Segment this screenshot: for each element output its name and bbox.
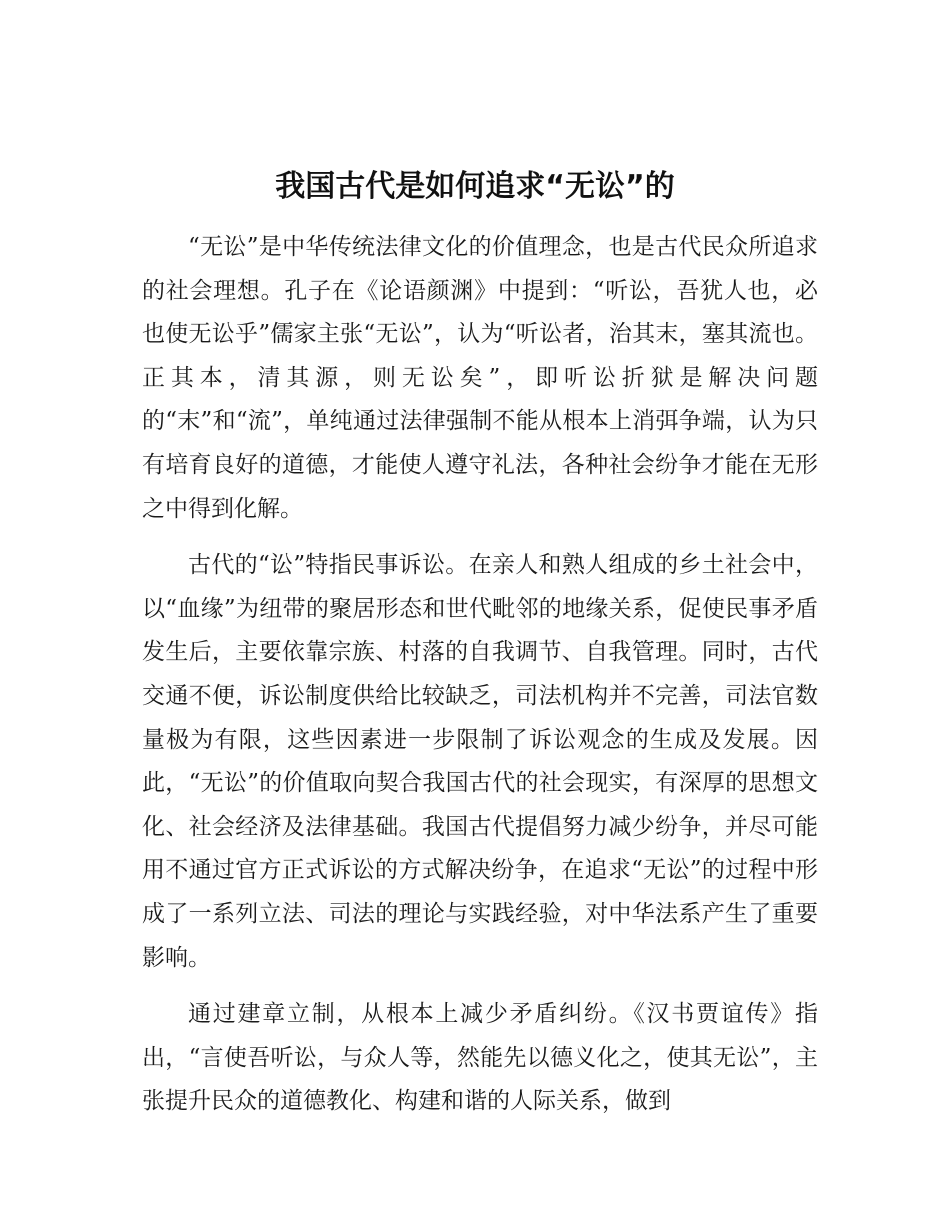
document-title: 我国古代是如何追求“无讼”的: [275, 169, 675, 204]
paragraph-1: “无讼”是中华传统法律文化的价值理念，也是古代民众所追求的社会理想。孔子在《论语颜渊》中提到：“听讼，吾犹人也，必也使无讼乎”儒家主张“无讼”，认为“听讼者，治其末，塞其流也。正其本，清其源，则无讼矣”，即听讼折狱是解决问题的“末”和“流”，单纯通过法律强制不能从根本上消弭争端，认为只有培育良好的道德，才能使人遵守礼法，各种社会纷争才能在无形之中得到化解。: [142, 234, 818, 522]
paragraph-2: 古代的“讼”特指民事诉讼。在亲人和熟人组成的乡土社会中，以“血缘”为纽带的聚居形态和世代毗邻的地缘关系，促使民事矛盾发生后，主要依靠宗族、村落的自我调节、自我管理。同时，古代交通不便，诉讼制度供给比较缺乏，司法机构并不完善，司法官数量极为有限，这些因素进一步限制了诉讼观念的生成及发展。因此，“无讼”的价值取向契合我国古代的社会现实，有深厚的思想文化、社会经济及法律基础。我国古代提倡努力减少纷争，并尽可能用不通过官方正式诉讼的方式解决纷争，在追求“无讼”的过程中形成了一系列立法、司法的理论与实践经验，对中华法系产生了重要影响。: [142, 552, 818, 971]
document-body: [142, 226, 818, 1124]
paragraph-3: 通过建章立制，从根本上减少矛盾纠纷。《汉书贾谊传》指出，“言使吾听讼，与众人等，然能先以德义化之，使其无讼”，主张提升民众的道德教化、构建和谐的人际关系，做到: [142, 1001, 818, 1115]
